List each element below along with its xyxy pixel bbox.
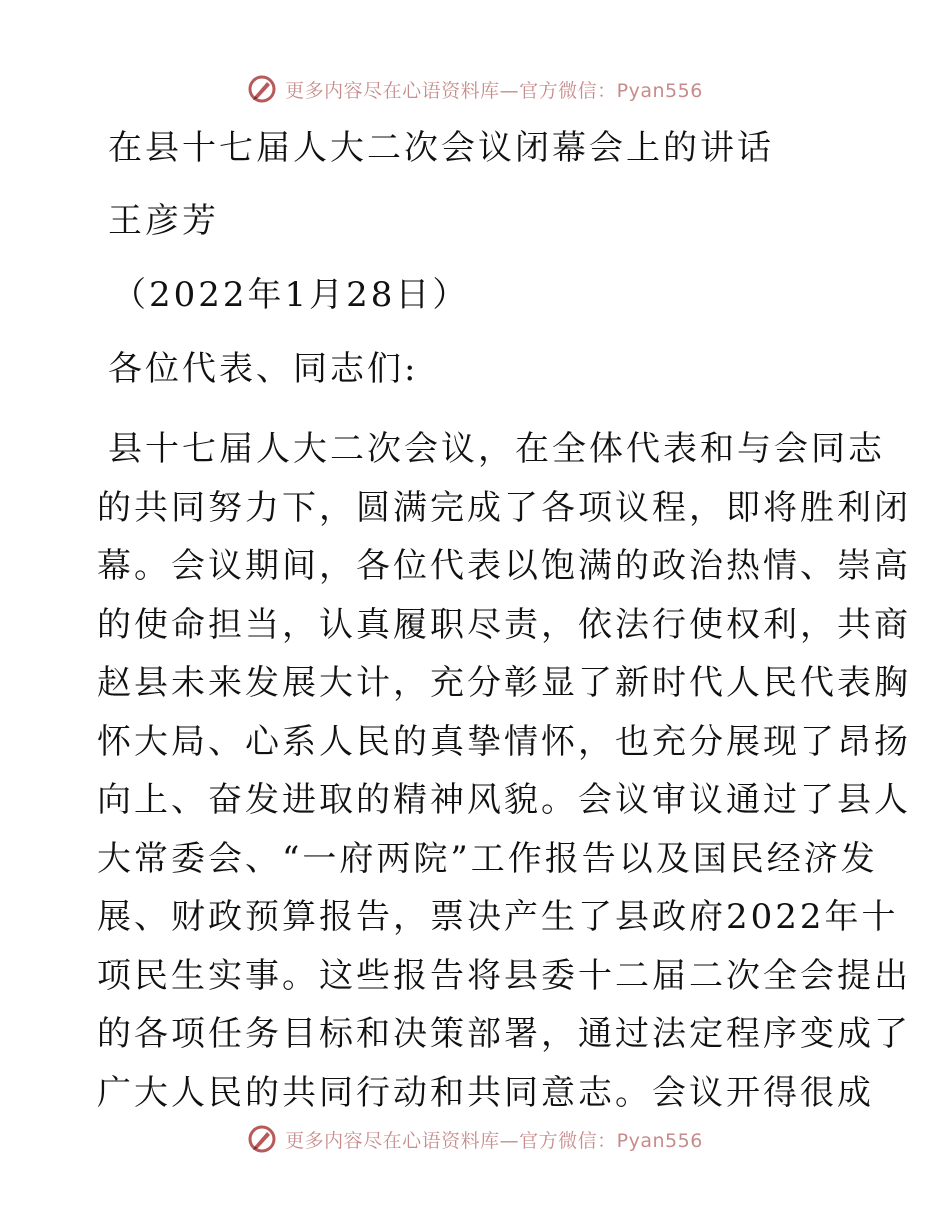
- body-line: 向上、奋发进取的精神风貌。会议审议通过了县人: [97, 780, 911, 820]
- body-line: 的各项任务目标和决策部署，通过法定程序变成了: [97, 1014, 911, 1054]
- body-line: 展、财政预算报告，票决产生了县政府2022年十: [97, 897, 899, 937]
- body-line: 赵县未来发展大计，充分彰显了新时代人民代表胸: [97, 663, 911, 703]
- document-author: 王彦芳: [108, 201, 219, 241]
- watermark-text: 更多内容尽在心语资料库—官方微信：Pyan556: [285, 79, 703, 102]
- body-line: 怀大局、心系人民的真挚情怀，也充分展现了昂扬: [97, 721, 911, 762]
- body-line: 广大人民的共同行动和共同意志。会议开得很成: [97, 1072, 874, 1113]
- body-line: 县十七届人大二次会议，在全体代表和与会同志: [108, 429, 885, 469]
- document-title: 在县十七届人大二次会议闭幕会上的讲话: [108, 128, 774, 168]
- pen-logo-icon: [247, 1124, 277, 1154]
- body-line: 大常委会、“一府两院”工作报告以及国民经济发: [97, 838, 878, 879]
- body-line: 幕。会议期间，各位代表以饱满的政治热情、崇高: [97, 546, 911, 586]
- watermark-text: 更多内容尽在心语资料库—官方微信：Pyan556: [285, 1129, 703, 1152]
- document-greeting: 各位代表、同志们:: [108, 349, 419, 389]
- watermark-header: [0, 74, 950, 104]
- document-body: [97, 420, 911, 1122]
- body-line: 的使命担当，认真履职尽责，依法行使权利，共商: [97, 604, 911, 645]
- watermark-footer: [0, 1124, 950, 1154]
- pen-logo-icon: [247, 74, 277, 104]
- document-date: （2022年1月28日）: [112, 275, 470, 315]
- body-line: 项民生实事。这些报告将县委十二届二次全会提出: [97, 955, 911, 996]
- body-line: 的共同努力下，圆满完成了各项议程，即将胜利闭: [97, 487, 911, 528]
